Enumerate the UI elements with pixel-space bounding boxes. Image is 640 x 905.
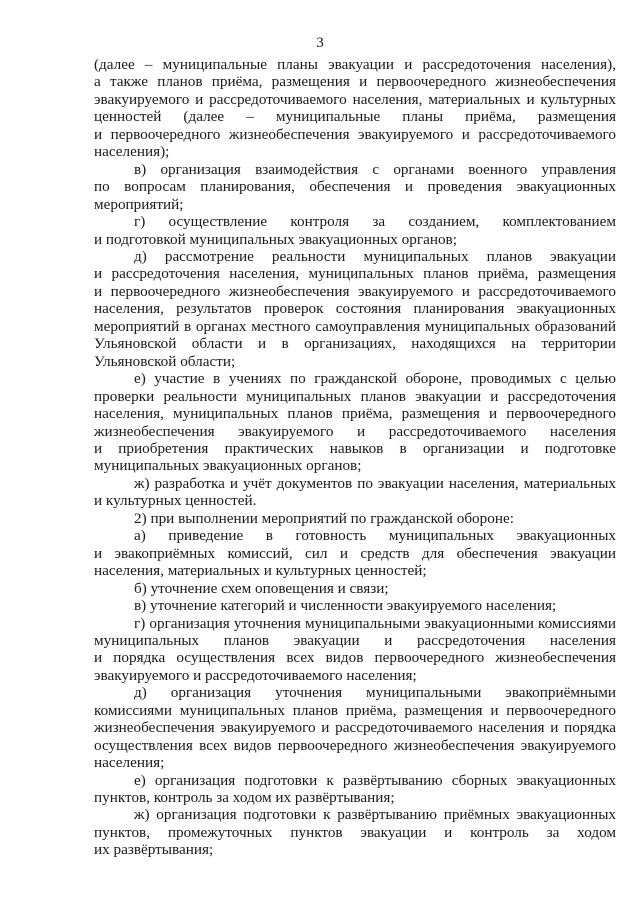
paragraph — [94, 56, 616, 161]
page-number: 3 — [316, 35, 324, 51]
text-line: д) рассмотрение реальности муниципальных планов эвакуации — [134, 247, 616, 265]
paragraph — [94, 161, 616, 213]
text-line: по вопросам планирования, обеспечения и проведения эвакуационных — [94, 178, 616, 196]
text-line: пунктов, промежуточных пунктов эвакуации и контроль за ходом — [94, 823, 616, 841]
text-line: ж) разработка и учёт документов по эвакуации населения, материальных — [134, 474, 616, 492]
paragraph — [94, 806, 616, 858]
text-line: муниципальных эвакуационных органов; — [94, 457, 362, 475]
text-line: е) организация подготовки к развёртыванию сборных эвакуационных — [134, 771, 616, 789]
text-line: проверки реальности муниципальных планов эвакуации и рассредоточения — [94, 387, 616, 405]
text-line: населения, материальных и культурных ценностей; — [94, 562, 427, 580]
text-line: в) уточнение категорий и численности эвакуируемого населения; — [134, 597, 557, 615]
paragraph — [94, 772, 616, 807]
text-line: 2) при выполнении мероприятий по гражданской обороне: — [134, 509, 514, 527]
text-line: а также планов приёма, размещения и первоочередного жизнеобеспечения — [94, 73, 616, 91]
text-line: эвакуируемого и рассредоточиваемого населения, материальных и культурных — [94, 90, 616, 108]
text-line: и порядка осуществления всех видов первоочередного жизнеобеспечения — [94, 649, 616, 667]
text-line: б) уточнение схем оповещения и связи; — [134, 579, 389, 597]
paragraph — [94, 370, 616, 475]
text-line: а) приведение в готовность муниципальных эвакуационных — [134, 527, 616, 545]
text-line: е) участие в учениях по гражданской обороне, проводимых с целью — [134, 370, 616, 388]
text-line: (далее – муниципальные планы эвакуации и рассредоточения населения), — [94, 56, 616, 73]
text-line: ценностей (далее – муниципальные планы приёма, размещения — [94, 108, 616, 126]
text-line: жизнеобеспечения эвакуируемого и рассредоточиваемого населения и порядка — [94, 719, 616, 737]
text-line: и приобретения практических навыков в организации и подготовке — [94, 439, 616, 457]
paragraph — [94, 213, 616, 248]
paragraph — [94, 597, 616, 614]
text-line: и первоочередного жизнеобеспечения эвакуируемого и рассредоточиваемого — [94, 282, 616, 300]
text-line: ж) организация подготовки к развёртыванию приёмных эвакуационных — [134, 806, 616, 824]
paragraph — [94, 510, 616, 527]
text-line: д) организация уточнения муниципальными эвакоприёмными — [134, 684, 616, 702]
text-line: населения; — [94, 754, 165, 772]
text-line: населения); — [94, 143, 170, 161]
document-body — [94, 56, 616, 859]
text-line: их развёртывания; — [94, 841, 214, 859]
paragraph — [94, 527, 616, 579]
text-line: и первоочередного жизнеобеспечения эвакуируемого и рассредоточиваемого — [94, 125, 616, 143]
paragraph — [94, 615, 616, 685]
text-line: и эвакоприёмных комиссий, сил и средств для обеспечения эвакуации — [94, 544, 616, 562]
paragraph — [94, 580, 616, 597]
text-line: и культурных ценностей. — [94, 492, 257, 510]
text-line: Ульяновской области и в организациях, находящихся на территории — [94, 335, 616, 353]
text-line: и рассредоточения населения, муниципальных планов приёма, размещения — [94, 265, 616, 283]
paragraph — [94, 248, 616, 370]
text-line: комиссиями муниципальных планов приёма, размещения и первоочередного — [94, 701, 616, 719]
text-line: мероприятий в органах местного самоуправления муниципальных образований — [94, 317, 616, 335]
text-line: пунктов, контроль за ходом их развёртывания; — [94, 789, 395, 807]
text-line: населения, результатов проверок состояния планирования эвакуационных — [94, 300, 616, 318]
text-line: и подготовкой муниципальных эвакуационных органов; — [94, 230, 457, 248]
text-line: эвакуируемого и рассредоточиваемого населения; — [94, 666, 417, 684]
text-line: г) организация уточнения муниципальными эвакуационными комиссиями — [134, 614, 616, 632]
text-line: мероприятий; — [94, 195, 184, 213]
text-line: Ульяновской области; — [94, 352, 236, 370]
text-line: жизнеобеспечения эвакуируемого и рассредоточиваемого населения — [94, 422, 616, 440]
paragraph — [94, 684, 616, 771]
text-line: осуществления всех видов первоочередного жизнеобеспечения эвакуируемого — [94, 736, 616, 754]
text-line: населения, муниципальных планов приёма, размещения и первоочередного — [94, 405, 616, 423]
paragraph — [94, 475, 616, 510]
text-line: муниципальных планов эвакуации и рассредоточения населения — [94, 631, 616, 649]
text-line: г) осуществление контроля за созданием, комплектованием — [134, 213, 616, 231]
text-line: в) организация взаимодействия с органами военного управления — [134, 160, 616, 178]
